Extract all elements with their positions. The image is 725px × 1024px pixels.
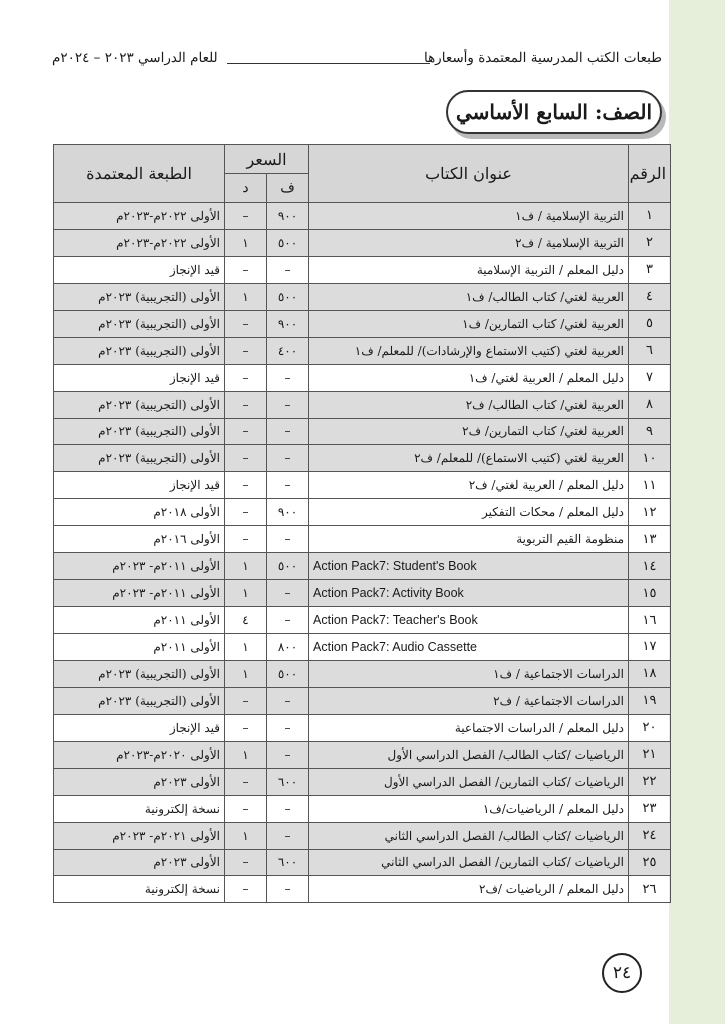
price-fils: – (267, 256, 309, 283)
row-number: ١٨ (629, 660, 671, 687)
price-fils: – (267, 795, 309, 822)
header-price-dinar: د (225, 174, 267, 203)
row-number: ٨ (629, 391, 671, 418)
book-title: الدراسات الاجتماعية / ف٢ (309, 687, 629, 714)
price-dinar: – (225, 364, 267, 391)
price-fils: ٩٠٠ (267, 203, 309, 230)
row-number: ١١ (629, 472, 671, 499)
grade-title-box (446, 90, 662, 134)
row-number: ٢٢ (629, 768, 671, 795)
price-fils: ٨٠٠ (267, 634, 309, 661)
price-dinar: ١ (225, 553, 267, 580)
row-number: ١ (629, 203, 671, 230)
price-fils: ٤٠٠ (267, 337, 309, 364)
table-row (54, 203, 671, 230)
book-title: دليل المعلم / الرياضيات /ف٢ (309, 876, 629, 903)
table-row (54, 822, 671, 849)
row-number: ٢٥ (629, 849, 671, 876)
price-fils: – (267, 418, 309, 445)
book-title: Action Pack7: Teacher's Book (309, 607, 629, 634)
price-dinar: ١ (225, 634, 267, 661)
price-fils: ٥٠٠ (267, 229, 309, 256)
price-fils: – (267, 364, 309, 391)
edition: نسخة إلكترونية (54, 876, 225, 903)
price-fils: – (267, 687, 309, 714)
price-fils: ٦٠٠ (267, 768, 309, 795)
row-number: ١٣ (629, 526, 671, 553)
books-table-body (54, 203, 671, 903)
table-row (54, 714, 671, 741)
edition: الأولى (التجريبية) ٢٠٢٣م (54, 418, 225, 445)
table-row (54, 418, 671, 445)
price-fils: – (267, 472, 309, 499)
header-price-fils: ف (267, 174, 309, 203)
price-dinar: – (225, 256, 267, 283)
table-row (54, 634, 671, 661)
book-title: الرياضيات /كتاب الطالب/ الفصل الدراسي الثاني (309, 822, 629, 849)
book-title: Action Pack7: Activity Book (309, 580, 629, 607)
price-fils: – (267, 526, 309, 553)
edition: الأولى (التجريبية) ٢٠٢٣م (54, 337, 225, 364)
book-title: العربية لغتي/ كتاب الطالب/ ف١ (309, 283, 629, 310)
row-number: ١٢ (629, 499, 671, 526)
price-dinar: ١ (225, 660, 267, 687)
row-number: ١٥ (629, 580, 671, 607)
book-title: العربية لغتي (كتيب الاستماع)/ للمعلم/ ف٢ (309, 445, 629, 472)
price-dinar: – (225, 445, 267, 472)
price-fils: – (267, 822, 309, 849)
price-dinar: – (225, 310, 267, 337)
book-title: Action Pack7: Audio Cassette (309, 634, 629, 661)
grade-title: الصف: السابع الأساسي (455, 100, 653, 124)
row-number: ١٧ (629, 634, 671, 661)
price-fils: – (267, 445, 309, 472)
edition: قيد الإنجاز (54, 472, 225, 499)
table-row (54, 337, 671, 364)
row-number: ٥ (629, 310, 671, 337)
price-fils: – (267, 876, 309, 903)
table-row (54, 849, 671, 876)
header-edition: الطبعة المعتمدة (54, 145, 225, 203)
price-dinar: – (225, 876, 267, 903)
running-header-title: طبعات الكتب المدرسية المعتمدة وأسعارها (423, 50, 662, 66)
edition: الأولى ٢٠١١م (54, 607, 225, 634)
row-number: ٢٤ (629, 822, 671, 849)
price-dinar: – (225, 418, 267, 445)
price-fils: ٩٠٠ (267, 310, 309, 337)
table-row (54, 391, 671, 418)
book-title: العربية لغتي/ كتاب التمارين/ ف١ (309, 310, 629, 337)
edition: الأولى (التجريبية) ٢٠٢٣م (54, 445, 225, 472)
row-number: ٢٣ (629, 795, 671, 822)
edition: الأولى (التجريبية) ٢٠٢٣م (54, 283, 225, 310)
row-number: ٣ (629, 256, 671, 283)
price-dinar: – (225, 687, 267, 714)
price-fils: ٥٠٠ (267, 283, 309, 310)
table-row (54, 499, 671, 526)
running-header (52, 50, 662, 72)
header-rule (227, 63, 430, 64)
price-fils: – (267, 391, 309, 418)
edition: الأولى ٢٠١١م (54, 634, 225, 661)
book-title: دليل المعلم / التربية الإسلامية (309, 256, 629, 283)
table-row (54, 580, 671, 607)
book-title: التربية الإسلامية / ف٢ (309, 229, 629, 256)
price-dinar: – (225, 768, 267, 795)
row-number: ٢٦ (629, 876, 671, 903)
table-row (54, 364, 671, 391)
row-number: ٧ (629, 364, 671, 391)
price-fils: ٥٠٠ (267, 553, 309, 580)
price-dinar: – (225, 391, 267, 418)
book-title: الدراسات الاجتماعية / ف١ (309, 660, 629, 687)
book-title: دليل المعلم / العربية لغتي/ ف١ (309, 364, 629, 391)
book-title: دليل المعلم / محكات التفكير (309, 499, 629, 526)
edition: الأولى ٢٠٢٣م (54, 768, 225, 795)
book-title: الرياضيات /كتاب الطالب/ الفصل الدراسي الأول (309, 741, 629, 768)
page-number (602, 953, 642, 993)
row-number: ٩ (629, 418, 671, 445)
table-row (54, 687, 671, 714)
book-title: Action Pack7: Student's Book (309, 553, 629, 580)
edition: الأولى (التجريبية) ٢٠٢٣م (54, 310, 225, 337)
table-row (54, 553, 671, 580)
table-row (54, 795, 671, 822)
book-title: الرياضيات /كتاب التمارين/ الفصل الدراسي الثاني (309, 849, 629, 876)
book-title: دليل المعلم / الرياضيات/ف١ (309, 795, 629, 822)
row-number: ٦ (629, 337, 671, 364)
edition: الأولى (التجريبية) ٢٠٢٣م (54, 391, 225, 418)
table-row (54, 876, 671, 903)
edition: قيد الإنجاز (54, 714, 225, 741)
edition: الأولى ٢٠٢٠م-٢٠٢٣م (54, 741, 225, 768)
edition: قيد الإنجاز (54, 256, 225, 283)
side-color-strip (669, 0, 725, 1024)
table-row (54, 741, 671, 768)
row-number: ٢ (629, 229, 671, 256)
table-row (54, 229, 671, 256)
book-title: منظومة القيم التربوية (309, 526, 629, 553)
price-dinar: ١ (225, 822, 267, 849)
row-number: ٢١ (629, 741, 671, 768)
edition: الأولى ٢٠١١م- ٢٠٢٣م (54, 580, 225, 607)
edition: نسخة إلكترونية (54, 795, 225, 822)
price-dinar: – (225, 472, 267, 499)
header-price: السعر (225, 145, 309, 174)
price-fils: – (267, 580, 309, 607)
price-dinar: ١ (225, 283, 267, 310)
price-fils: – (267, 714, 309, 741)
edition: قيد الإنجاز (54, 364, 225, 391)
edition: الأولى ٢٠٢٣م (54, 849, 225, 876)
table-row (54, 526, 671, 553)
edition: الأولى ٢٠١٨م (54, 499, 225, 526)
price-dinar: – (225, 526, 267, 553)
edition: الأولى ٢٠٢٢م-٢٠٢٣م (54, 229, 225, 256)
row-number: ١٠ (629, 445, 671, 472)
table-row (54, 472, 671, 499)
price-dinar: ١ (225, 741, 267, 768)
price-dinar: ٤ (225, 607, 267, 634)
row-number: ١٦ (629, 607, 671, 634)
table-row (54, 283, 671, 310)
edition: الأولى (التجريبية) ٢٠٢٣م (54, 687, 225, 714)
table-row (54, 768, 671, 795)
price-dinar: – (225, 849, 267, 876)
edition: الأولى ٢٠١٦م (54, 526, 225, 553)
books-table (53, 144, 671, 903)
row-number: ٢٠ (629, 714, 671, 741)
price-fils: – (267, 607, 309, 634)
book-title: العربية لغتي/ كتاب التمارين/ ف٢ (309, 418, 629, 445)
table-row (54, 445, 671, 472)
price-fils: ٩٠٠ (267, 499, 309, 526)
price-dinar: ١ (225, 229, 267, 256)
price-dinar: ١ (225, 580, 267, 607)
edition: الأولى (التجريبية) ٢٠٢٣م (54, 660, 225, 687)
edition: الأولى ٢٠١١م- ٢٠٢٣م (54, 553, 225, 580)
header-number: الرقم (629, 145, 671, 203)
table-row (54, 310, 671, 337)
page-number-text: ٢٤ (612, 963, 632, 983)
book-title: العربية لغتي (كتيب الاستماع والإرشادات)/ للمعلم/ ف١ (309, 337, 629, 364)
price-dinar: – (225, 337, 267, 364)
header-title: عنوان الكتاب (309, 145, 629, 203)
price-dinar: – (225, 714, 267, 741)
book-title: العربية لغتي/ كتاب الطالب/ ف٢ (309, 391, 629, 418)
price-fils: – (267, 741, 309, 768)
book-title: دليل المعلم / الدراسات الاجتماعية (309, 714, 629, 741)
price-fils: ٥٠٠ (267, 660, 309, 687)
edition: الأولى ٢٠٢٢م-٢٠٢٣م (54, 203, 225, 230)
row-number: ٤ (629, 283, 671, 310)
price-dinar: – (225, 203, 267, 230)
running-header-year: للعام الدراسي ٢٠٢٣ – ٢٠٢٤م (52, 50, 218, 66)
table-row (54, 660, 671, 687)
book-title: التربية الإسلامية / ف١ (309, 203, 629, 230)
book-title: الرياضيات /كتاب التمارين/ الفصل الدراسي الأول (309, 768, 629, 795)
row-number: ١٤ (629, 553, 671, 580)
book-title: دليل المعلم / العربية لغتي/ ف٢ (309, 472, 629, 499)
table-row (54, 607, 671, 634)
price-dinar: – (225, 795, 267, 822)
edition: الأولى ٢٠٢١م- ٢٠٢٣م (54, 822, 225, 849)
price-dinar: – (225, 499, 267, 526)
row-number: ١٩ (629, 687, 671, 714)
price-fils: ٦٠٠ (267, 849, 309, 876)
table-row (54, 256, 671, 283)
